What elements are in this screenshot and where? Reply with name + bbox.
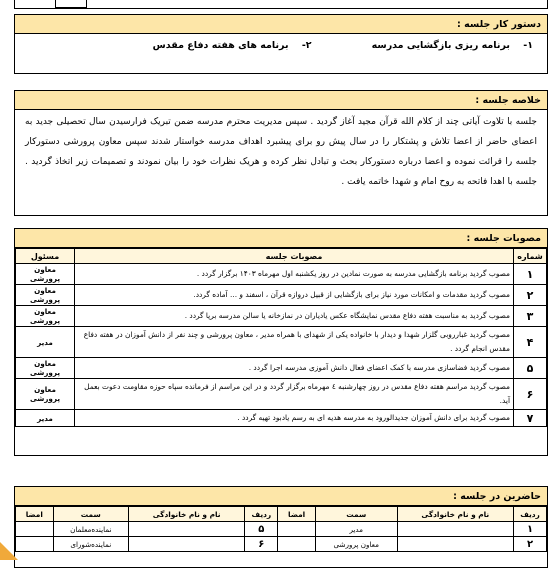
previous-section-fragment <box>14 0 548 9</box>
col-header-signature: امضا <box>16 507 54 522</box>
row-owner: معاون پرورشی <box>16 379 75 410</box>
col-header-row-index: ردیف <box>514 507 547 522</box>
row-owner: مدیر <box>16 327 75 358</box>
table-row <box>16 285 547 306</box>
col-header-number: شماره <box>514 249 547 264</box>
attendee-signature-field[interactable] <box>278 522 316 537</box>
attendees-header <box>15 487 547 506</box>
agenda-item-text: برنامه ریزی بازگشایی مدرسه <box>371 40 510 51</box>
attendee-role: نماینده‌شورای <box>53 537 128 552</box>
col-header-row-index: ردیف <box>245 507 278 522</box>
attendee-signature-field[interactable] <box>278 537 316 552</box>
agenda-item-number: ۲- <box>301 40 312 51</box>
col-header-role: سمت <box>53 507 128 522</box>
table-row <box>16 327 547 358</box>
agenda-item-text: برنامه های هفته دفاع مقدس <box>152 40 289 51</box>
col-header-resolution: مصوبات جلسه <box>75 249 514 264</box>
summary-text: جلسه با تلاوت آیاتی چند از کلام الله قرآن مجید آغاز گردید . سپس مدیریت محترم مدرسه ضمن تبریک فرارسیدن سال تحصیلی جدید به اعضای حاضر از اعضا تلاش و پشتکار را در سال پیش رو برای پیشبرد اهداف مدرسه خواستار شدند سپس معاون پرورشی دستورکار جلسه را قرائت نموده و اعضا درباره دستورکار بحث و تبادل نظر کرده و هریک نظرات خود را بیان نمودند و تصمیمات زیر اتخاذ گردید . جلسه با اهدا فاتحه به روح امام و شهدا خاتمه یافت . <box>25 117 537 187</box>
row-owner: معاون پرورشی <box>16 264 75 285</box>
table-row <box>16 358 547 379</box>
table-row <box>16 379 547 410</box>
attendee-signature-field[interactable] <box>16 522 54 537</box>
summary-header <box>15 91 547 110</box>
attendee-role: نماینده‌معلمان <box>53 522 128 537</box>
attendees-header-row <box>16 507 547 522</box>
previous-section-box <box>55 0 87 8</box>
col-header-role: سمت <box>315 507 397 522</box>
row-number: ۱ <box>514 264 547 285</box>
row-text: مصوب گردید برای دانش آموزان جدیدالورود به مدرسه هدیه ای به رسم یادبود تهیه گردد . <box>75 410 514 427</box>
attendees-title: حاضرین در جلسه : <box>453 490 541 502</box>
attendee-name-field[interactable] <box>128 537 244 552</box>
agenda-item <box>372 40 533 51</box>
attendee-name-field[interactable] <box>397 537 513 552</box>
row-number: ۷ <box>514 410 547 427</box>
agenda-items <box>15 34 547 57</box>
row-text: مصوب گردید فضاسازی مدرسه با کمک اعضای فعال دانش آموزی مدرسه اجرا گردد . <box>75 358 514 379</box>
row-text: مصوب گردید مقدمات و امکانات مورد نیاز برای بازگشایی از قبیل دروازه قرآن ، اسفند و ... آماده گردد. <box>75 285 514 306</box>
agenda-header <box>15 15 547 34</box>
col-header-name: نام و نام خانوادگی <box>397 507 513 522</box>
resolutions-section <box>14 228 548 456</box>
row-owner: معاون پرورشی <box>16 358 75 379</box>
summary-title: خلاصه جلسه : <box>475 94 541 106</box>
attendee-index: ۵ <box>245 522 278 537</box>
attendee-role: معاون پرورشی <box>315 537 397 552</box>
table-row <box>16 522 547 537</box>
col-header-name: نام و نام خانوادگی <box>128 507 244 522</box>
row-number: ۲ <box>514 285 547 306</box>
attendee-index: ۶ <box>245 537 278 552</box>
agenda-section <box>14 14 548 74</box>
row-owner: معاون پرورشی <box>16 285 75 306</box>
resolutions-title: مصوبات جلسه : <box>466 232 541 244</box>
attendees-table <box>15 506 547 552</box>
resolutions-table <box>15 248 547 427</box>
row-number: ۴ <box>514 327 547 358</box>
row-owner: مدیر <box>16 410 75 427</box>
row-number: ۵ <box>514 358 547 379</box>
attendees-section <box>14 486 548 568</box>
agenda-title: دستور کار جلسه : <box>457 18 541 30</box>
row-text: مصوب گردید غبارروبی گلزار شهدا و دیدار با خانواده یکی از شهدای با همراه مدیر ، معاون پرورشی و چند نفر از دانش آموزان در هفته دفاع مقدس انجام گردد . <box>75 327 514 358</box>
table-row <box>16 264 547 285</box>
row-text: مصوب گردید به مناسبت هفته دفاع مقدس نمایشگاه عکس یادیاران در نمازخانه یا سالن مدرسه برپا گردد . <box>75 306 514 327</box>
corner-decoration <box>0 542 18 560</box>
summary-section <box>14 90 548 216</box>
row-text: مصوب گردید مراسم هفته دفاع مقدس در روز چهارشنبه ٤ مهرماه برگزار گردد و در این مراسم از فرمانده سپاه حوزه مقاومت دعوت بعمل آید. <box>75 379 514 410</box>
attendee-index: ۲ <box>514 537 547 552</box>
table-row <box>16 537 547 552</box>
row-owner: معاون پرورشی <box>16 306 75 327</box>
row-text: مصوب گردید برنامه بازگشایی مدرسه به صورت نمادین در روز یکشنبه اول مهرماه ۱۴۰۳ برگزار گردد . <box>75 264 514 285</box>
attendee-name-field[interactable] <box>128 522 244 537</box>
resolutions-header-row <box>16 249 547 264</box>
attendee-index: ۱ <box>514 522 547 537</box>
resolutions-header <box>15 229 547 248</box>
col-header-owner: مسئول <box>16 249 75 264</box>
attendee-signature-field[interactable] <box>16 537 54 552</box>
table-row <box>16 306 547 327</box>
row-number: ۶ <box>514 379 547 410</box>
row-number: ۳ <box>514 306 547 327</box>
table-row <box>16 410 547 427</box>
attendee-name-field[interactable] <box>397 522 513 537</box>
agenda-item <box>153 40 312 51</box>
agenda-item-number: ۱- <box>523 40 533 51</box>
col-header-signature: امضا <box>278 507 316 522</box>
attendee-role: مدیر <box>315 522 397 537</box>
